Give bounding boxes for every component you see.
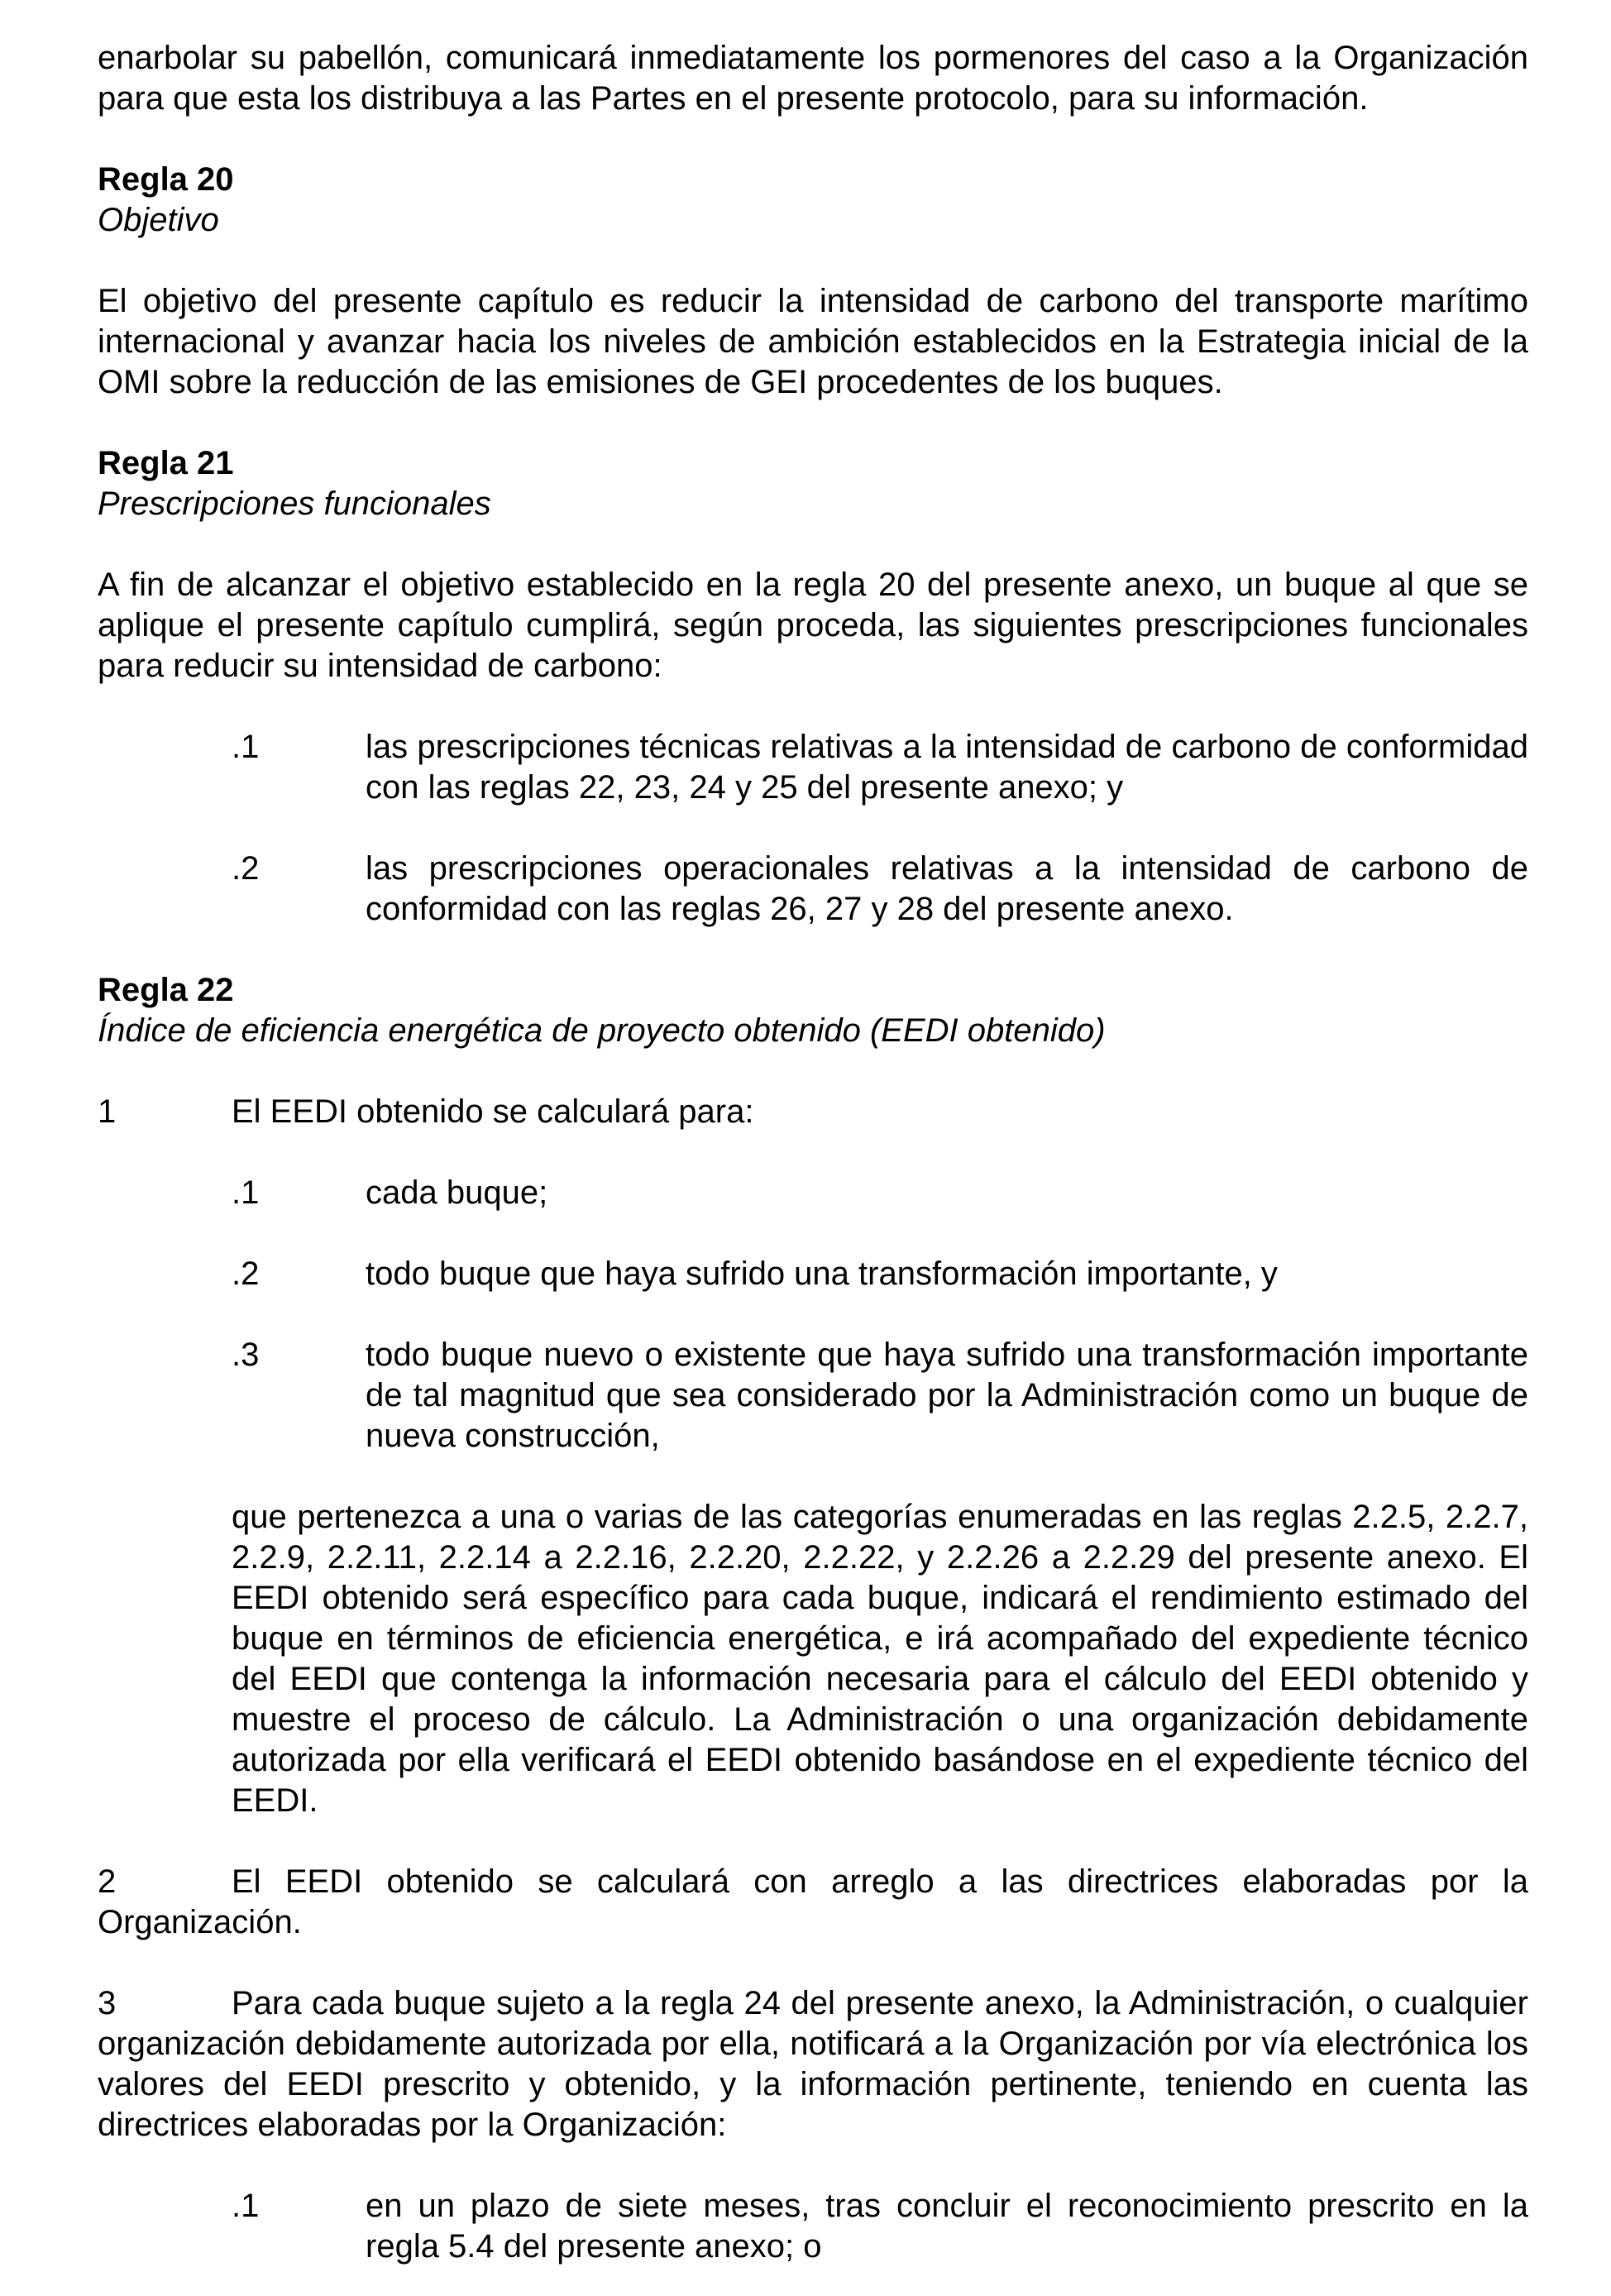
regla-22-heading xyxy=(98,970,1528,1051)
paragraph-text: El EEDI obtenido se calculará para: xyxy=(232,1093,754,1130)
regla-20-body: El objetivo del presente capítulo es reducir la intensidad de carbono del transporte marítimo internacional y avanzar hacia los niveles de ambición establecidos en la Estrategia inicial de la OMI sobre la reducción de las emisiones de GEI procedentes de los buques. xyxy=(98,283,1528,400)
list-item-mark: .1 xyxy=(232,1174,260,1211)
regla-21-number: Regla 21 xyxy=(98,445,234,481)
list-item-text: las prescripciones técnicas relativas a la intensidad de carbono de conformidad con las reglas 22, 23, 24 y 25 del presente anexo; y xyxy=(366,729,1528,806)
regla-22-paragraph-1 xyxy=(98,1092,1528,1132)
regla-22-number: Regla 22 xyxy=(98,972,234,1008)
paragraph-number: 1 xyxy=(98,1093,117,1130)
regla-20-title: Objetivo xyxy=(98,202,219,238)
paragraph-text: Para cada buque sujeto a la regla 24 del presente anexo, la Administración, o cualquier organización debidamente autorizada por ella, notificará a la Organización por vía electrónica los valores del EEDI prescrito y obtenido, y la información pertinente, teniendo en cuenta las directrices elaboradas por la Organización: xyxy=(98,1985,1528,2143)
list-item-text: las prescripciones operacionales relativas a la intensidad de carbono de conformidad con las reglas 26, 27 y 28 del presente anexo. xyxy=(366,850,1528,927)
regla-22-paragraph-2 xyxy=(98,1862,1528,1943)
list-item xyxy=(98,849,1528,930)
regla-22-paragraph-3 xyxy=(98,1983,1528,2145)
list-item-text: todo buque que haya sufrido una transformación importante, y xyxy=(366,1256,1278,1292)
list-item-text: en un plazo de siete meses, tras concluir el reconocimiento prescrito en la regla 5.4 del presente anexo; o xyxy=(366,2188,1528,2265)
list-item xyxy=(98,1335,1528,1457)
list-item xyxy=(98,1173,1528,1213)
regla-22-continuation: que pertenezca a una o varias de las categorías enumeradas en las reglas 2.2.5, 2.2.7, 2.2.9, 2.2.11, 2.2.14 a 2.2.16, 2.2.20, 2.2.22, y 2.2.26 a 2.2.29 del presente anexo. El EEDI obtenido será específico para cada buque, indicará el rendimiento estimado del buque en términos de eficiencia energética, e irá acompañado del expediente técnico del EEDI que contenga la información necesaria para el cálculo del EEDI obtenido y muestre el proceso de cálculo. La Administración o una organización debidamente autorizada por ella verificará el EEDI obtenido basándose en el expediente técnico del EEDI. xyxy=(232,1499,1528,1819)
list-item-mark: .2 xyxy=(232,1256,260,1292)
list-item xyxy=(98,727,1528,808)
list-item-text: cada buque; xyxy=(366,1174,548,1211)
paragraph-number: 3 xyxy=(98,1985,117,2021)
list-item-mark: .2 xyxy=(232,850,260,887)
list-item xyxy=(98,2186,1528,2267)
regla-21-title: Prescripciones funcionales xyxy=(98,486,491,522)
regla-21-heading xyxy=(98,443,1528,524)
list-item-mark: .1 xyxy=(232,729,260,765)
regla-21-body: A fin de alcanzar el objetivo establecido en la regla 20 del presente anexo, un buque al que se aplique el presente capítulo cumplirá, según proceda, las siguientes prescripciones funcionales para reducir su intensidad de carbono: xyxy=(98,567,1528,684)
list-item-mark: .1 xyxy=(232,2188,260,2224)
paragraph-number: 2 xyxy=(98,1863,117,1900)
regla-22-title: Índice de eficiencia energética de proyecto obtenido (EEDI obtenido) xyxy=(98,1012,1106,1049)
list-item-text: todo buque nuevo o existente que haya sufrido una transformación importante de tal magnitud que sea considerado por la Administración como un buque de nueva construcción, xyxy=(366,1337,1528,1454)
paragraph-text: El EEDI obtenido se calculará con arreglo a las directrices elaboradas por la Organización. xyxy=(98,1863,1528,1940)
list-item-mark: .3 xyxy=(232,1337,260,1373)
intro-paragraph: enarbolar su pabellón, comunicará inmediatamente los pormenores del caso a la Organización para que esta los distribuya a las Partes en el presente protocolo, para su información. xyxy=(98,40,1528,117)
regla-20-number: Regla 20 xyxy=(98,161,234,198)
regla-20-heading xyxy=(98,160,1528,241)
list-item xyxy=(98,1254,1528,1294)
